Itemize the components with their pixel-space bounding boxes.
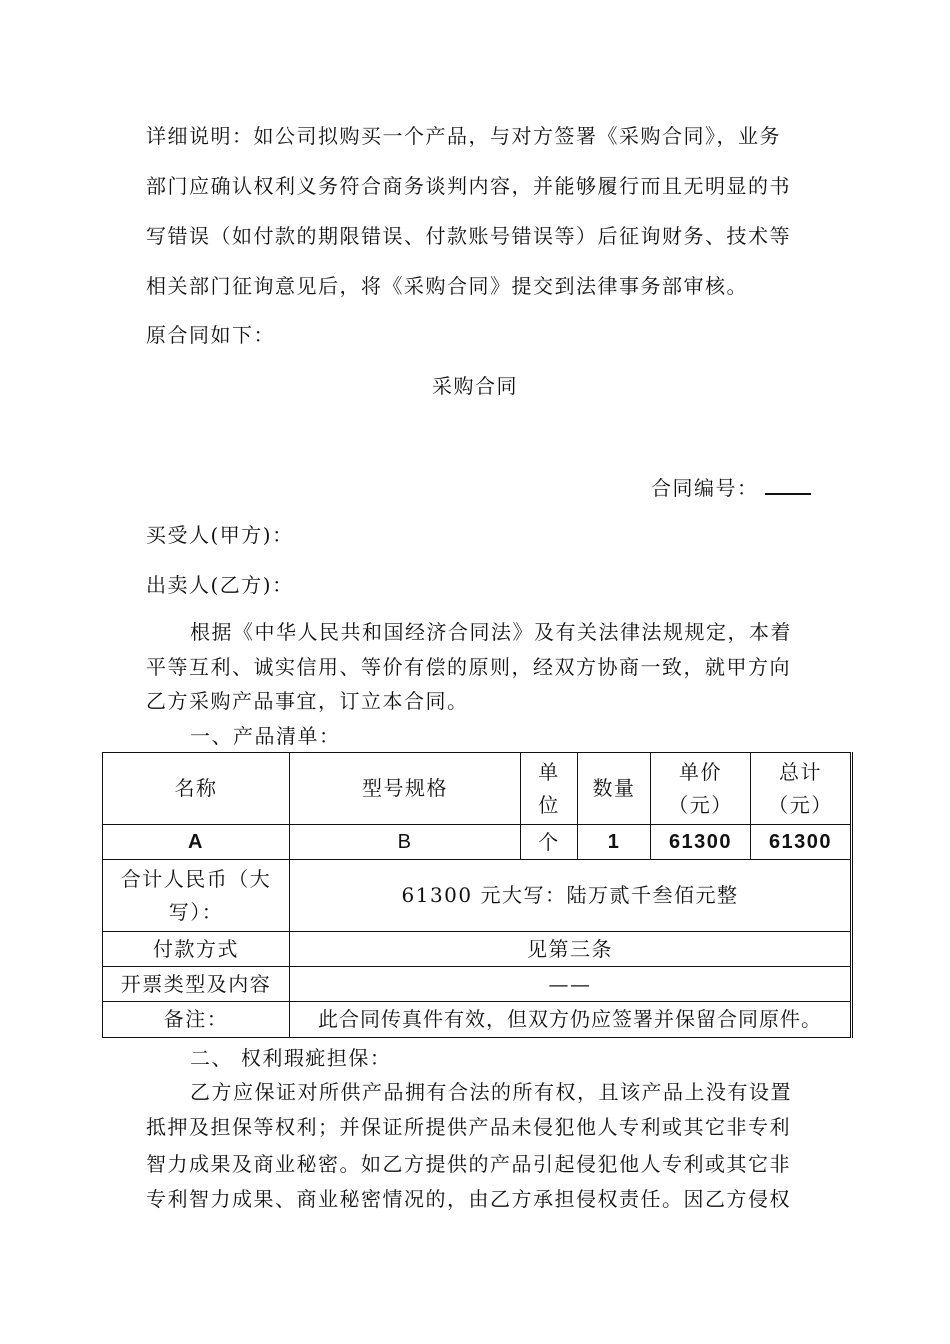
invoice-row — [103, 967, 852, 1002]
contract-title: 采购合同 — [432, 374, 518, 398]
remark-row — [103, 1002, 852, 1038]
header-name: 名称 — [103, 753, 290, 825]
sum-row — [103, 860, 852, 932]
header-total — [751, 753, 852, 825]
intro-line-1: 详细说明：如公司拟购买一个产品，与对方签署《采购合同》，业务 — [146, 124, 781, 148]
invoice-label: 开票类型及内容 — [103, 967, 290, 1002]
payment-row — [103, 932, 852, 967]
header-unit-line-1: 单 — [538, 759, 560, 784]
header-model: 型号规格 — [290, 753, 521, 825]
header-unit-line-2: 位 — [538, 792, 560, 817]
table-header-row — [103, 753, 852, 825]
row-name: A — [103, 825, 290, 860]
sum-label-line-2: 写）： — [168, 899, 224, 924]
preamble-line-2: 平等互利、诚实信用、等价有偿的原则，经双方协商一致，就甲方向 — [146, 655, 791, 679]
payment-value: 见第三条 — [290, 932, 852, 967]
header-unit — [521, 753, 578, 825]
section-2-line-3: 智力成果及商业秘密。如乙方提供的产品引起侵犯他人专利或其它非 — [146, 1152, 791, 1176]
intro-line-2: 部门应确认权利义务符合商务谈判内容，并能够履行而且无明显的书 — [146, 174, 791, 198]
sum-value: 61300 元大写：陆万贰千叁佰元整 — [290, 860, 852, 932]
section-2-line-4: 专利智力成果、商业秘密情况的，由乙方承担侵权责任。因乙方侵权 — [146, 1187, 791, 1211]
section-2-heading: 二、 权利瑕疵担保： — [190, 1046, 392, 1070]
header-total-line-1: 总计 — [779, 759, 822, 784]
invoice-value: —— — [290, 967, 852, 1002]
contract-number-label: 合同编号： — [651, 476, 759, 500]
header-price-line-2: （元） — [668, 792, 733, 817]
row-model: B — [290, 825, 521, 860]
section-1-heading: 一、产品清单： — [190, 724, 341, 748]
remark-value: 此合同传真件有效，但双方仍应签署并保留合同原件。 — [290, 1002, 852, 1038]
sum-label — [103, 860, 290, 932]
intro-line-4: 相关部门征询意见后，将《采购合同》提交到法律事务部审核。 — [146, 274, 748, 298]
row-unit: 个 — [521, 825, 578, 860]
header-price-line-1: 单价 — [679, 759, 722, 784]
section-2-line-1: 乙方应保证对所供产品拥有合法的所有权，且该产品上没有设置 — [190, 1080, 792, 1104]
section-2-line-2: 抵押及担保等权利；并保证所提供产品未侵犯他人专利或其它非专利 — [146, 1115, 791, 1139]
buyer-label: 买受人(甲方)： — [146, 523, 294, 547]
preamble-line-1: 根据《中华人民共和国经济合同法》及有关法律法规规定，本着 — [190, 620, 792, 644]
row-quantity: 1 — [578, 825, 651, 860]
contract-number — [651, 472, 811, 501]
header-price — [651, 753, 751, 825]
intro-line-3: 写错误（如付款的期限错误、付款账号错误等）后征询财务、技术等 — [146, 224, 791, 248]
header-total-line-2: （元） — [768, 792, 833, 817]
sum-label-line-1: 合计人民币（大 — [120, 866, 272, 891]
remark-label: 备注： — [103, 1002, 290, 1038]
product-table — [102, 752, 853, 1038]
row-total: 61300 — [751, 825, 852, 860]
preamble-line-3: 乙方采购产品事宜，订立本合同。 — [146, 689, 469, 713]
header-quantity: 数量 — [578, 753, 651, 825]
row-price: 61300 — [651, 825, 751, 860]
payment-label: 付款方式 — [103, 932, 290, 967]
seller-label: 出卖人(乙方)： — [146, 573, 294, 597]
original-contract-label: 原合同如下： — [146, 323, 275, 347]
table-row — [103, 825, 852, 860]
contract-number-blank[interactable] — [765, 479, 811, 495]
